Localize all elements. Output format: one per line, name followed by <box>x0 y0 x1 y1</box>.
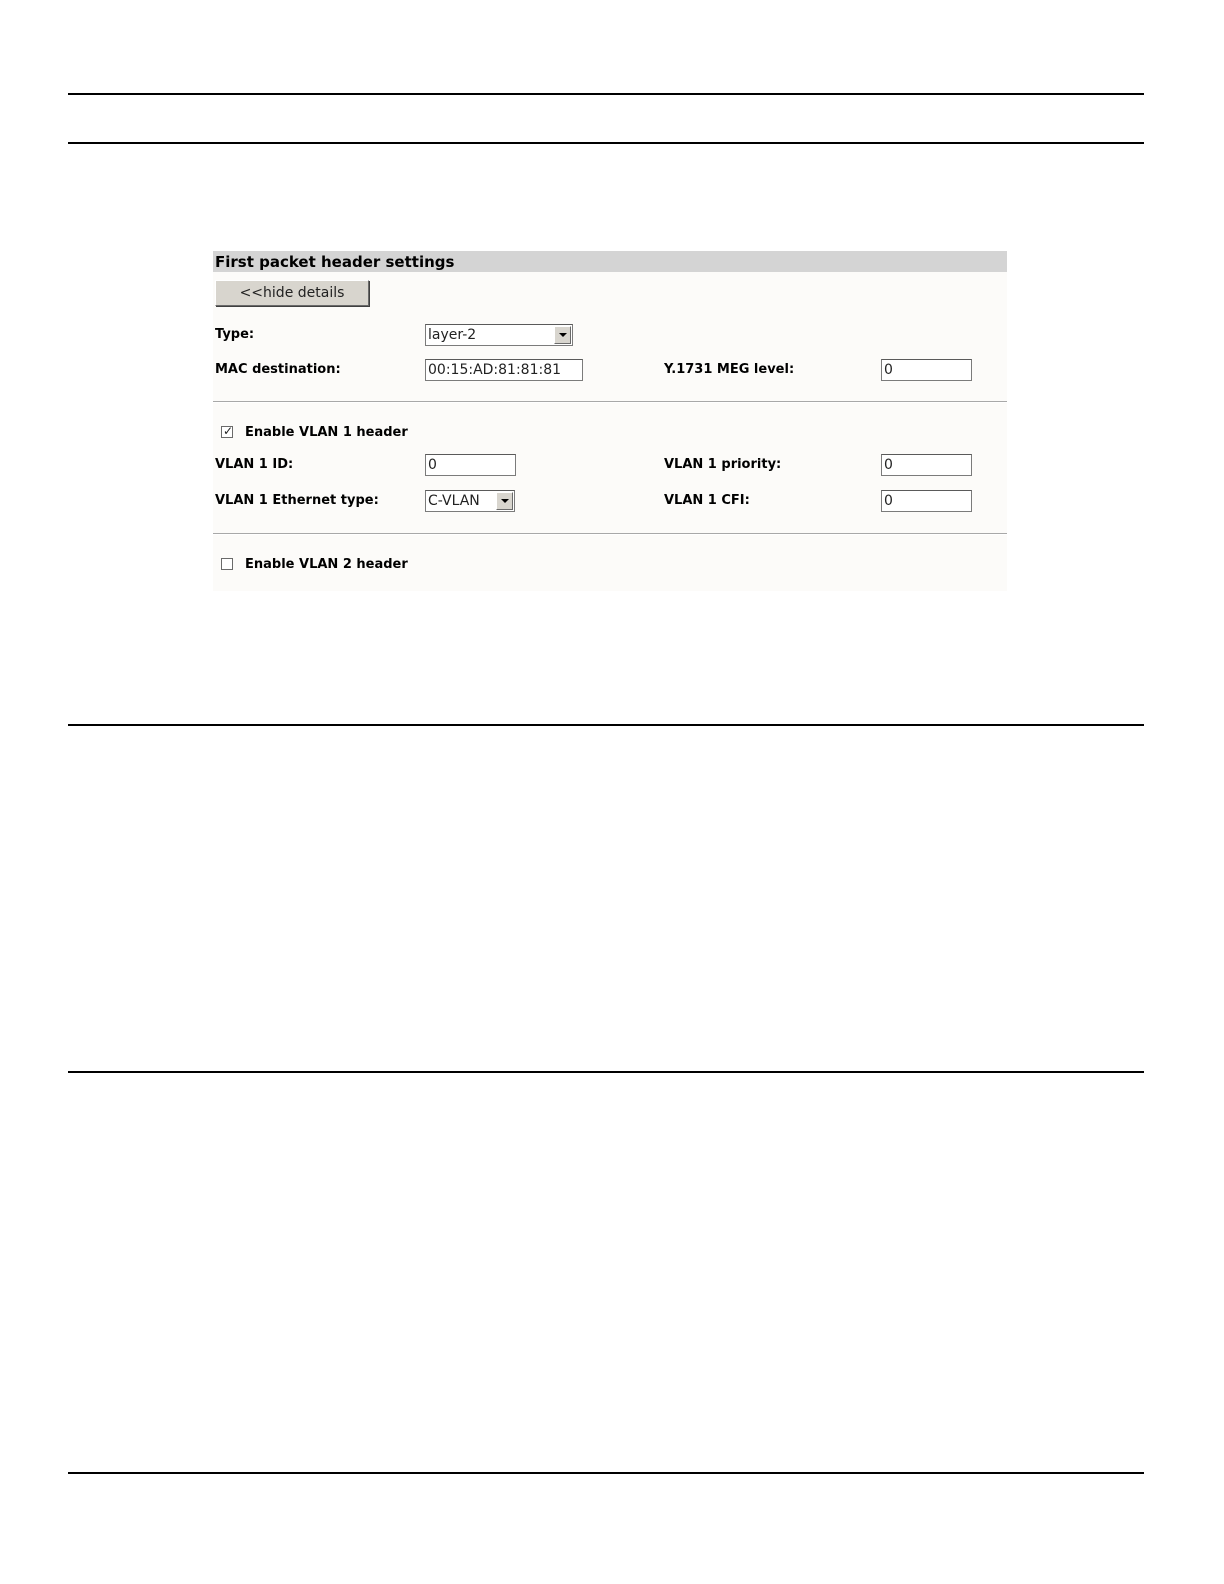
checkmark-icon: ✓ <box>223 424 234 438</box>
type-label: Type: <box>215 327 255 342</box>
meg-level-label: Y.1731 MEG level: <box>664 362 795 377</box>
chevron-down-icon[interactable] <box>496 492 513 510</box>
vlan1-cfi-label: VLAN 1 CFI: <box>664 493 750 508</box>
mac-destination-label: MAC destination: <box>215 362 341 377</box>
hide-details-button[interactable]: <<hide details <box>215 280 369 306</box>
vlan1-ethernet-type-select[interactable] <box>425 490 515 512</box>
enable-vlan2-label: Enable VLAN 2 header <box>245 557 408 572</box>
enable-vlan1-label: Enable VLAN 1 header <box>245 425 408 440</box>
section-divider <box>213 401 1007 403</box>
type-select-value: layer-2 <box>428 327 477 343</box>
vlan1-priority-label: VLAN 1 priority: <box>664 457 782 472</box>
vlan1-ethernet-type-label: VLAN 1 Ethernet type: <box>215 493 379 508</box>
vlan1-id-label: VLAN 1 ID: <box>215 457 294 472</box>
page-footer-rule <box>68 1472 1144 1474</box>
page-header-rule-top <box>68 93 1144 95</box>
vlan1-ethernet-type-value: C-VLAN <box>428 493 480 509</box>
page-rule <box>68 724 1144 726</box>
vlan1-cfi-field[interactable]: 0 <box>881 490 972 512</box>
panel-title: First packet header settings <box>213 251 1007 272</box>
chevron-down-icon[interactable] <box>554 326 571 344</box>
mac-destination-field[interactable]: 00:15:AD:81:81:81 <box>425 359 583 381</box>
first-packet-header-settings-panel <box>213 251 1007 591</box>
vlan1-priority-field[interactable]: 0 <box>881 454 972 476</box>
vlan1-id-field[interactable]: 0 <box>425 454 516 476</box>
enable-vlan1-checkbox[interactable] <box>221 426 233 438</box>
section-divider <box>213 533 1007 535</box>
page-header-rule-bottom <box>68 142 1144 144</box>
meg-level-field[interactable]: 0 <box>881 359 972 381</box>
type-select[interactable] <box>425 324 573 346</box>
enable-vlan2-checkbox[interactable] <box>221 558 233 570</box>
page-rule <box>68 1071 1144 1073</box>
